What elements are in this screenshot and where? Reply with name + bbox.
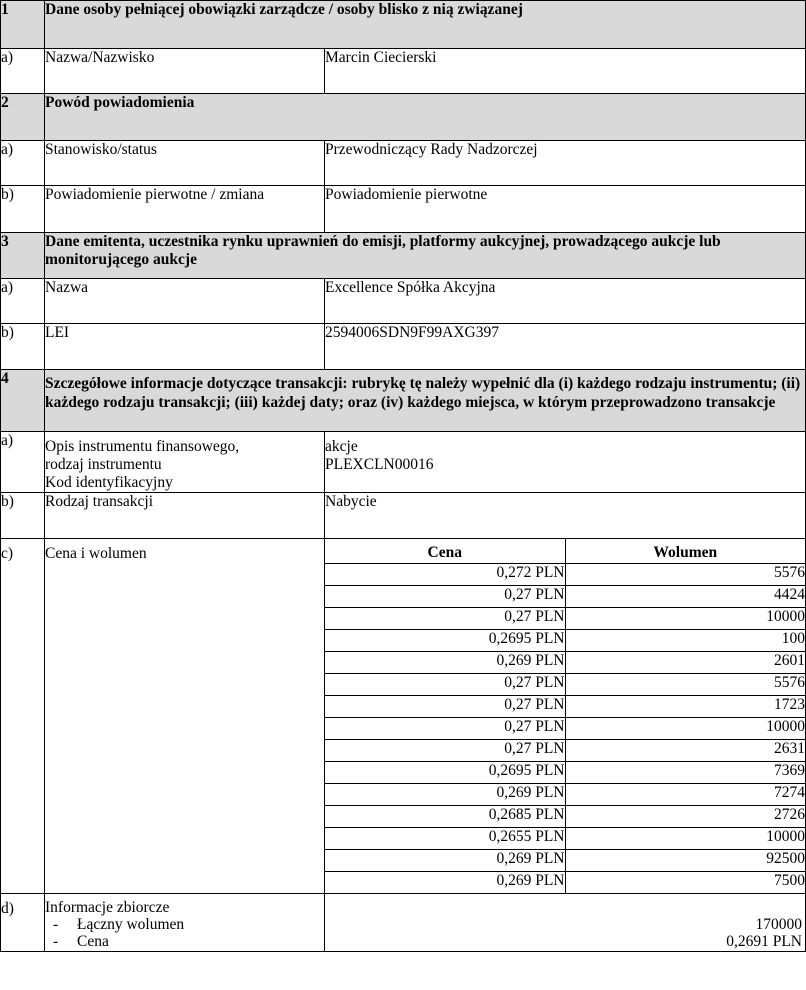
- table-row: [325, 674, 805, 696]
- row-label: Powiadomienie pierwotne / zmiana: [45, 186, 325, 233]
- table-row: [325, 630, 805, 652]
- price-cell: 0,2655 PLN: [325, 828, 565, 850]
- volume-cell: 5576: [565, 674, 805, 696]
- row-label: Nazwa: [45, 279, 325, 324]
- price-cell: 0,269 PLN: [325, 652, 565, 674]
- row-label: Cena i wolumen: [45, 539, 325, 894]
- row-id: d): [1, 894, 45, 952]
- table-row: [325, 762, 805, 784]
- row-label: [45, 894, 325, 952]
- label-line: Opis instrumentu finansowego,: [45, 438, 240, 455]
- section-1-header: [1, 1, 806, 49]
- summary-item-label: Łączny wolumen: [77, 916, 185, 933]
- price-cell: 0,27 PLN: [325, 586, 565, 608]
- row-id: b): [1, 493, 45, 539]
- row-value: Powiadomienie pierwotne: [325, 186, 806, 233]
- table-row: [325, 608, 805, 630]
- value-line: PLEXCLN00016: [325, 456, 434, 473]
- row-issuer-name: [1, 279, 806, 324]
- price-cell: 0,27 PLN: [325, 674, 565, 696]
- section-number: 4: [1, 370, 45, 432]
- table-row: [325, 652, 805, 674]
- table-row: [325, 718, 805, 740]
- volume-cell: 100: [565, 630, 805, 652]
- price-volume-table: [325, 539, 805, 893]
- price-volume-cell: [325, 539, 806, 894]
- price-cell: 0,2685 PLN: [325, 806, 565, 828]
- table-row: [325, 586, 805, 608]
- row-name: [1, 49, 806, 94]
- price-column-header: Cena: [325, 539, 565, 564]
- table-row: [325, 850, 805, 872]
- price-cell: 0,272 PLN: [325, 564, 565, 586]
- volume-cell: 7500: [565, 872, 805, 894]
- price-volume-rows: [325, 564, 805, 894]
- list-dash: -: [53, 933, 59, 950]
- section-3-header: [1, 233, 806, 279]
- row-value: Nabycie: [325, 493, 806, 539]
- row-value: [325, 894, 806, 952]
- volume-cell: 10000: [565, 718, 805, 740]
- summary-average-price: 0,2691 PLN: [726, 933, 802, 950]
- table-row: [325, 784, 805, 806]
- row-label: LEI: [45, 324, 325, 370]
- volume-cell: 1723: [565, 696, 805, 718]
- row-id: b): [1, 324, 45, 370]
- summary-title: Informacje zbiorcze: [45, 899, 170, 916]
- section-number: 2: [1, 94, 45, 141]
- price-cell: 0,27 PLN: [325, 718, 565, 740]
- volume-column-header: Wolumen: [565, 539, 805, 564]
- volume-cell: 2601: [565, 652, 805, 674]
- summary-item-volume-label: [45, 916, 324, 933]
- price-cell: 0,269 PLN: [325, 784, 565, 806]
- row-label: Nazwa/Nazwisko: [45, 49, 325, 94]
- volume-cell: 92500: [565, 850, 805, 872]
- table-row: [325, 872, 805, 894]
- table-row: [325, 806, 805, 828]
- section-4-header: [1, 370, 806, 432]
- table-row: [325, 564, 805, 586]
- row-label: [45, 432, 325, 493]
- row-lei: [1, 324, 806, 370]
- row-value: Excellence Spółka Akcyjna: [325, 279, 806, 324]
- price-cell: 0,27 PLN: [325, 608, 565, 630]
- price-volume-header: [325, 539, 805, 564]
- summary-total-volume: 170000: [755, 916, 802, 933]
- row-id: a): [1, 432, 45, 493]
- table-row: [325, 828, 805, 850]
- price-cell: 0,2695 PLN: [325, 762, 565, 784]
- volume-cell: 10000: [565, 608, 805, 630]
- table-row: [325, 740, 805, 762]
- section-2-header: [1, 94, 806, 141]
- row-id: a): [1, 279, 45, 324]
- price-cell: 0,269 PLN: [325, 872, 565, 894]
- row-price-volume: [1, 539, 806, 894]
- summary-item-price-label: [45, 933, 324, 950]
- volume-cell: 7274: [565, 784, 805, 806]
- label-line: Kod identyfikacyjny: [45, 474, 173, 491]
- row-position: [1, 141, 806, 186]
- list-dash: -: [53, 916, 59, 933]
- volume-cell: 10000: [565, 828, 805, 850]
- volume-cell: 5576: [565, 564, 805, 586]
- row-value: Marcin Ciecierski: [325, 49, 806, 94]
- row-label: Rodzaj transakcji: [45, 493, 325, 539]
- section-title: Dane osoby pełniącej obowiązki zarządcze / osoby blisko z nią związanej: [45, 1, 806, 49]
- price-cell: 0,269 PLN: [325, 850, 565, 872]
- volume-cell: 2726: [565, 806, 805, 828]
- row-id: c): [1, 539, 45, 894]
- price-cell: 0,27 PLN: [325, 696, 565, 718]
- section-title: Powód powiadomienia: [45, 94, 806, 141]
- summary-item-label: Cena: [77, 933, 109, 950]
- section-title: Dane emitenta, uczestnika rynku uprawnień do emisji, platformy aukcyjnej, prowadzącego aukcje lub monitorującego aukcje: [45, 233, 806, 279]
- volume-cell: 7369: [565, 762, 805, 784]
- row-id: b): [1, 186, 45, 233]
- volume-cell: 2631: [565, 740, 805, 762]
- row-transaction-type: [1, 493, 806, 539]
- row-notification-type: [1, 186, 806, 233]
- row-label: Stanowisko/status: [45, 141, 325, 186]
- value-line: akcje: [325, 438, 358, 455]
- row-instrument: [1, 432, 806, 493]
- section-title: Szczegółowe informacje dotyczące transakcji: rubrykę tę należy wypełnić dla (i) każdego rodzaju instrumentu; (ii) każdego rodzaju transakcji; (iii) każdej daty; oraz (iv) każdego miejsca, w którym przeprowadzono transakcje: [45, 370, 806, 432]
- row-value: 2594006SDN9F99AXG397: [325, 324, 806, 370]
- row-id: a): [1, 141, 45, 186]
- row-id: a): [1, 49, 45, 94]
- row-value: [325, 432, 806, 493]
- section-number: 3: [1, 233, 45, 279]
- price-cell: 0,2695 PLN: [325, 630, 565, 652]
- label-line: rodzaj instrumentu: [45, 456, 162, 473]
- section-number: 1: [1, 1, 45, 49]
- row-summary: [1, 894, 806, 952]
- volume-cell: 4424: [565, 586, 805, 608]
- price-cell: 0,27 PLN: [325, 740, 565, 762]
- table-row: [325, 696, 805, 718]
- row-value: Przewodniczący Rady Nadzorczej: [325, 141, 806, 186]
